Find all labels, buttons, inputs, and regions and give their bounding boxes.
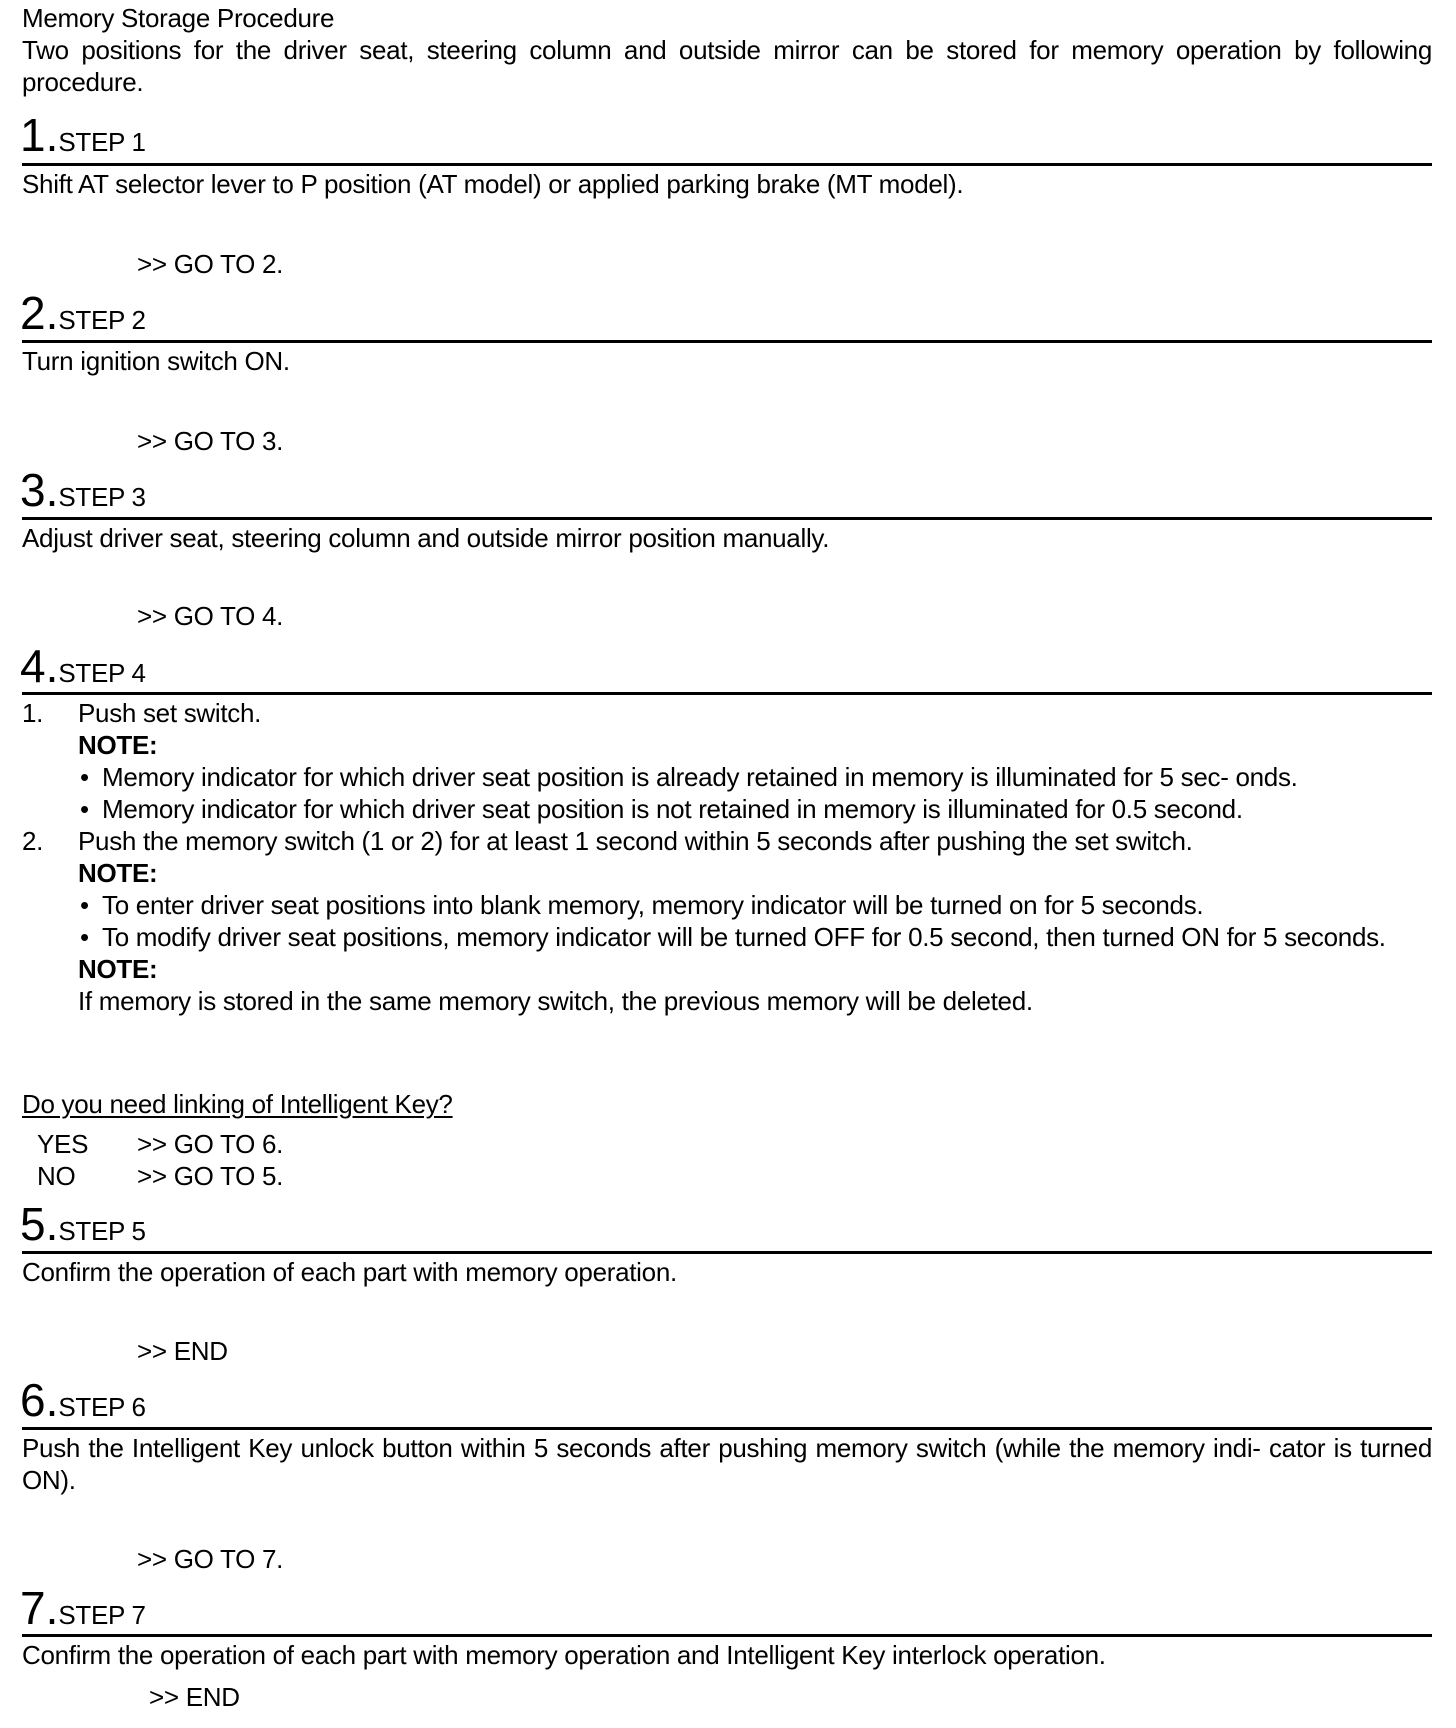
step-3-text: Adjust driver seat, steering column and outside mirror position manually. — [22, 523, 830, 553]
step-3-goto-link[interactable]: >> GO TO 4. — [137, 601, 284, 631]
step-1-goto-link[interactable]: >> GO TO 2. — [137, 249, 284, 279]
step-3-heading — [20, 464, 146, 517]
divider — [22, 340, 1432, 343]
answer-yes-label: YES — [37, 1129, 89, 1159]
note-text: If memory is stored in the same memory switch, the previous memory will be deleted. — [78, 986, 1033, 1016]
note-bullet: • To modify driver seat positions, memory indicator will be turned OFF for 0.5 second, then turned ON for 5 seconds. — [80, 922, 1386, 952]
step-7-end-link[interactable]: >> END — [149, 1682, 240, 1712]
step-7-heading — [20, 1582, 146, 1635]
divider — [22, 163, 1432, 166]
step-2-text: Turn ignition switch ON. — [22, 346, 290, 376]
page-title: Memory Storage Procedure — [22, 3, 335, 33]
bullet-icon: • — [80, 794, 89, 824]
answer-yes-goto-link[interactable]: >> GO TO 6. — [137, 1129, 284, 1159]
step-number: 6. — [20, 1374, 59, 1426]
step-5-text: Confirm the operation of each part with memory operation. — [22, 1257, 677, 1287]
note-label: NOTE: — [78, 730, 158, 760]
bullet-icon: • — [80, 922, 89, 952]
intro-paragraph: Two positions for the driver seat, steering column and outside mirror can be stored for memory operation by following procedure. — [22, 35, 1432, 97]
answer-no-label: NO — [37, 1161, 76, 1191]
step-label: STEP 7 — [58, 1600, 146, 1630]
step-number: 1. — [20, 109, 59, 161]
step-2-goto-link[interactable]: >> GO TO 3. — [137, 426, 284, 456]
step-number: 3. — [20, 464, 59, 516]
step-label: STEP 5 — [58, 1216, 146, 1246]
step-4-item-1 — [22, 697, 1432, 825]
step-number: 5. — [20, 1198, 59, 1250]
step-7-text: Confirm the operation of each part with memory operation and Intelligent Key interlock operation. — [22, 1640, 1106, 1670]
step-5-end-link[interactable]: >> END — [137, 1336, 228, 1366]
step-4-heading — [20, 640, 146, 693]
divider — [22, 1251, 1432, 1254]
note-bullets — [78, 761, 1432, 825]
note-bullets — [78, 889, 1432, 953]
note-label: NOTE: — [78, 954, 158, 984]
divider — [22, 517, 1432, 520]
step-label: STEP 1 — [58, 127, 146, 157]
answer-no-goto-link[interactable]: >> GO TO 5. — [137, 1161, 284, 1191]
note-bullet: • Memory indicator for which driver seat position is not retained in memory is illuminated for 0.5 second. — [80, 794, 1243, 824]
step-label: STEP 4 — [58, 658, 146, 688]
decision-question: Do you need linking of Intelligent Key? — [22, 1089, 453, 1119]
item-number: 1. — [22, 698, 44, 728]
step-6-text: Push the Intelligent Key unlock button within 5 seconds after pushing memory switch (while the memory indi- cator is turned ON). — [22, 1433, 1432, 1495]
bullet-icon: • — [80, 890, 89, 920]
step-label: STEP 2 — [58, 305, 146, 335]
step-2-heading — [20, 287, 146, 340]
divider — [22, 1427, 1432, 1430]
step-label: STEP 3 — [58, 482, 146, 512]
step-label: STEP 6 — [58, 1392, 146, 1422]
step-number: 2. — [20, 287, 59, 339]
divider — [22, 692, 1432, 695]
step-number: 4. — [20, 640, 59, 692]
step-6-goto-link[interactable]: >> GO TO 7. — [137, 1544, 284, 1574]
bullet-icon: • — [80, 762, 89, 792]
note-bullet: • Memory indicator for which driver seat position is already retained in memory is illuminated for 5 sec- onds. — [80, 762, 1298, 792]
step-4-item-2 — [22, 825, 1432, 1017]
divider — [22, 1634, 1432, 1637]
step-5-heading — [20, 1198, 146, 1251]
item-text: Push set switch. — [78, 698, 262, 728]
step-4-body — [22, 697, 1432, 1017]
item-number: 2. — [22, 826, 44, 856]
note-label: NOTE: — [78, 858, 158, 888]
step-number: 7. — [20, 1582, 59, 1634]
item-text: Push the memory switch (1 or 2) for at least 1 second within 5 seconds after pushing the set switch. — [78, 826, 1193, 856]
step-1-heading — [20, 109, 146, 162]
step-6-heading — [20, 1374, 146, 1427]
step-1-text: Shift AT selector lever to P position (AT model) or applied parking brake (MT model). — [22, 169, 964, 199]
note-bullet: • To enter driver seat positions into blank memory, memory indicator will be turned on for 5 seconds. — [80, 890, 1204, 920]
